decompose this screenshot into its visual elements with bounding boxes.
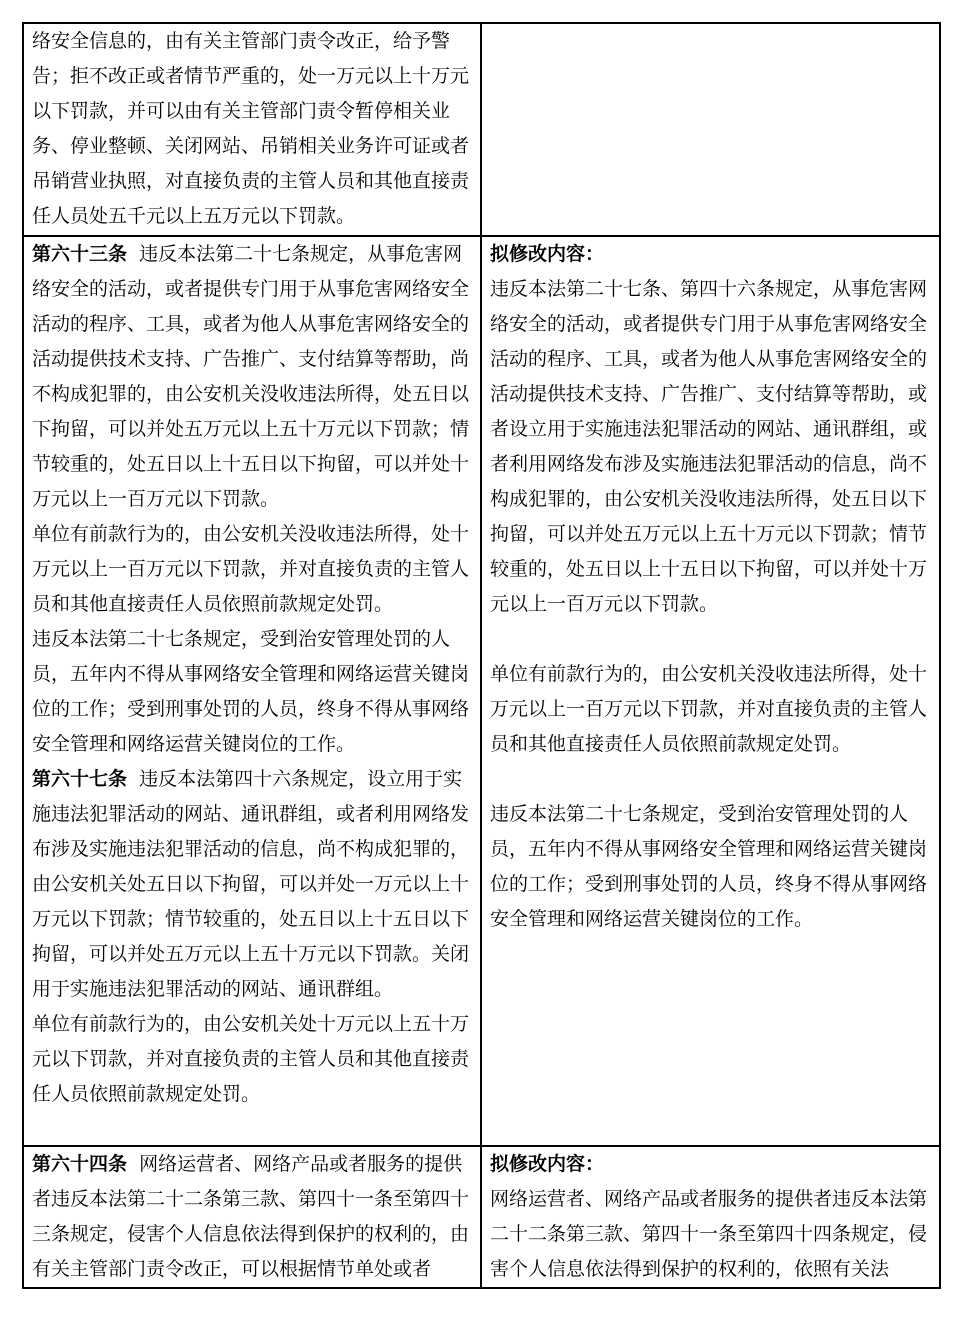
revision-cell — [481, 236, 940, 1146]
revision-paragraph-2: 单位有前款行为的，由公安机关没收违法所得，处十万元以上一百万元以下罚款，并对直接负责的主管人员和其他直接责任人员依照前款规定处罚。 — [490, 663, 928, 755]
article-67-body: 违反本法第四十六条规定，设立用于实施违法犯罪活动的网站、通讯群组，或者利用网络发布涉及实施违法犯罪活动的信息，尚不构成犯罪的，由公安机关处五日以下拘留，可以并处一万元以上十万元以下罚款；情节较重的，处五日以上十五日以下拘留，可以并处五万元以上五十万元以下罚款。关闭用于实施违法犯罪活动的网站、通讯群组。 — [32, 768, 470, 1000]
paragraph-spacer — [490, 762, 931, 797]
revision-cell — [481, 1146, 940, 1288]
article-64-body: 网络运营者、网络产品或者服务的提供者违反本法第二十二条第三款、第四十一条至第四十三条规定，侵害个人信息依法得到保护的权利的，由有关主管部门责令改正，可以根据情节单处或者 — [32, 1153, 470, 1280]
article-63-paragraph — [32, 237, 472, 517]
table-row — [23, 1146, 940, 1288]
original-paragraph: 络安全信息的，由有关主管部门责令改正，给予警告；拒不改正或者情节严重的，处一万元以上十万元以下罚款，并可以由有关主管部门责令暂停相关业务、停业整顿、关闭网站、吊销相关业务许可证或者吊销营业执照，对直接负责的主管人员和其他直接责任人员处五千元以上五万元以下罚款。 — [32, 30, 470, 227]
article-67-title: 第六十七条 — [32, 768, 128, 790]
article-63-body: 违反本法第二十七条规定，从事危害网络安全的活动，或者提供专门用于从事危害网络安全活动的程序、工具，或者为他人从事危害网络安全的活动提供技术支持、广告推广、支付结算等帮助，尚不构成犯罪的，由公安机关没收违法所得，处五日以下拘留，可以并处五万元以上五十万元以下罚款；情节较重的，处五日以上十五日以下拘留，可以并处十万元以上一百万元以下罚款。 — [32, 243, 470, 510]
article-67-paragraph — [32, 762, 472, 1007]
original-text-cell — [23, 236, 481, 1146]
article-63-paragraph-3: 违反本法第二十七条规定，受到治安管理处罚的人员，五年内不得从事网络安全管理和网络运营关键岗位的工作；受到刑事处罚的人员，终身不得从事网络安全管理和网络运营关键岗位的工作。 — [32, 628, 470, 755]
table-row — [23, 236, 940, 1146]
article-67-paragraph-2: 单位有前款行为的，由公安机关处十万元以上五十万元以下罚款，并对直接负责的主管人员和其他直接责任人员依照前款规定处罚。 — [32, 1013, 470, 1105]
revision-cell — [481, 23, 940, 236]
revision-paragraph-3: 违反本法第二十七条规定，受到治安管理处罚的人员，五年内不得从事网络安全管理和网络运营关键岗位的工作；受到刑事处罚的人员，终身不得从事网络安全管理和网络运营关键岗位的工作。 — [490, 803, 928, 930]
comparison-table — [22, 22, 941, 1289]
article-64-paragraph — [32, 1147, 472, 1287]
article-64-title: 第六十四条 — [32, 1153, 128, 1175]
paragraph-spacer — [490, 622, 931, 657]
revision-paragraph-1: 网络运营者、网络产品或者服务的提供者违反本法第二十二条第三款、第四十一条至第四十四条规定，侵害个人信息依法得到保护的权利的，依照有关法 — [490, 1188, 928, 1280]
revision-paragraph-1: 违反本法第二十七条、第四十六条规定，从事危害网络安全的活动，或者提供专门用于从事危害网络安全活动的程序、工具，或者为他人从事危害网络安全的活动提供技术支持、广告推广、支付结算等帮助，或者设立用于实施违法犯罪活动的网站、通讯群组，或者利用网络发布涉及实施违法犯罪活动的信息，尚不构成犯罪的，由公安机关没收违法所得，处五日以下拘留，可以并处五万元以上五十万元以下罚款；情节较重的，处五日以上十五日以下拘留，可以并处十万元以上一百万元以下罚款。 — [490, 278, 928, 615]
table-row — [23, 23, 940, 236]
revision-heading: 拟修改内容： — [490, 1153, 605, 1175]
article-63-paragraph-2: 单位有前款行为的，由公安机关没收违法所得，处十万元以上一百万元以下罚款，并对直接负责的主管人员和其他直接责任人员依照前款规定处罚。 — [32, 523, 470, 615]
article-63-title: 第六十三条 — [32, 243, 128, 265]
original-text-cell — [23, 23, 481, 236]
original-text-cell — [23, 1146, 481, 1288]
revision-heading: 拟修改内容： — [490, 243, 605, 265]
